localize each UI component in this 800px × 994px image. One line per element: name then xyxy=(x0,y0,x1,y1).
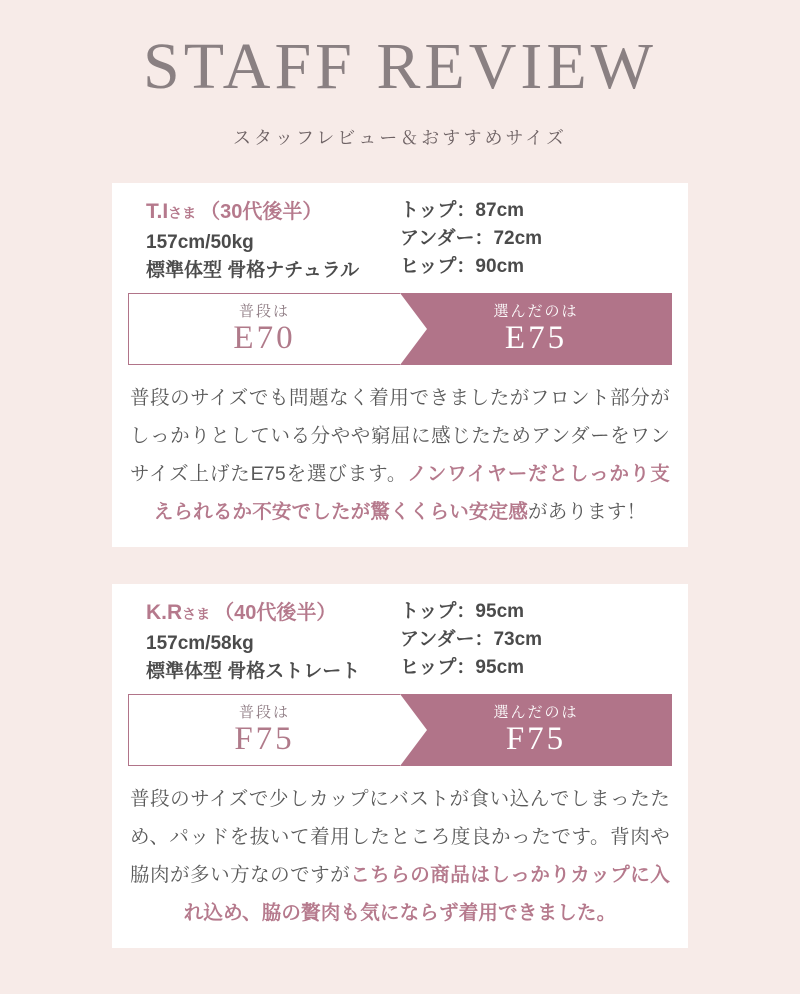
measurement-under: アンダー：73cm xyxy=(400,629,543,650)
chosen-size-value: F75 xyxy=(505,720,567,757)
chosen-size-panel xyxy=(400,694,672,766)
page-subtitle: スタッフレビュー＆おすすめサイズ xyxy=(232,128,568,148)
reviewer-name-line xyxy=(146,598,400,630)
chosen-size-label: 選んだのは xyxy=(493,703,579,721)
usual-size-label: 普段は xyxy=(238,302,290,320)
review-text-plain: があります！ xyxy=(528,501,647,523)
measurement-under: アンダー：72cm xyxy=(400,228,543,249)
measurement-top: トップ：95cm xyxy=(400,601,525,622)
reviewer-honorific: さま xyxy=(168,205,197,221)
reviewer-measurements xyxy=(400,197,672,285)
review-card xyxy=(112,584,688,948)
review-card-header xyxy=(128,197,672,285)
usual-size-panel xyxy=(129,294,400,364)
chosen-size-label: 選んだのは xyxy=(493,302,579,320)
review-card xyxy=(112,183,688,547)
reviewer-age: （30代後半） xyxy=(200,201,323,223)
review-text-plain: 普段のサイズでも問題なく着用できましたがフロント部分がしっかりとしている分やや窮屈に感じたためアンダーをワンサイズ上げたE75を選びます。 xyxy=(130,387,670,485)
reviewer-measurements xyxy=(400,598,672,686)
reviewer-age: （40代後半） xyxy=(214,602,337,624)
chosen-size-panel xyxy=(400,293,672,365)
review-text xyxy=(128,379,672,535)
reviewer-honorific: さま xyxy=(182,606,211,622)
usual-size-label: 普段は xyxy=(238,703,290,721)
usual-size-value: E70 xyxy=(233,319,296,356)
review-text xyxy=(128,780,672,936)
chosen-size-value: E75 xyxy=(504,319,568,356)
staff-review-section xyxy=(0,30,800,948)
size-comparison-banner xyxy=(128,694,672,766)
reviewer-profile xyxy=(146,598,400,686)
measurement-hip: ヒップ：95cm xyxy=(400,657,525,678)
reviewer-height-weight: 157cm/58kg xyxy=(146,633,254,654)
size-comparison-banner xyxy=(128,293,672,365)
usual-size-value: F75 xyxy=(234,720,295,757)
reviewer-body-type: 標準体型 骨格ストレート xyxy=(146,661,361,682)
reviewer-name: K.R xyxy=(146,601,183,624)
reviewer-name-line xyxy=(146,197,400,229)
page-title: STAFF REVIEW xyxy=(143,30,657,103)
reviewer-profile xyxy=(146,197,400,285)
review-text-highlight: ノンワイヤーだとしっかり支えられるか不安でしたが驚くくらい安定感 xyxy=(153,463,670,523)
reviewer-height-weight: 157cm/50kg xyxy=(146,232,254,253)
reviewer-body-type: 標準体型 骨格ナチュラル xyxy=(146,260,360,281)
usual-size-panel xyxy=(129,695,400,765)
review-text-plain: 普段のサイズで少しカップにバストが食い込んでしまったため、パッドを抜いて着用したところ度良かったです。背肉や脇肉が多い方なのですが xyxy=(130,788,670,886)
review-card-header xyxy=(128,598,672,686)
reviewer-name: T.I xyxy=(146,200,169,223)
review-text-highlight: こちらの商品はしっかりカップに入れ込め、脇の贅肉も気にならず着用できました。 xyxy=(183,864,671,924)
measurement-top: トップ：87cm xyxy=(400,200,525,221)
measurement-hip: ヒップ：90cm xyxy=(400,256,525,277)
